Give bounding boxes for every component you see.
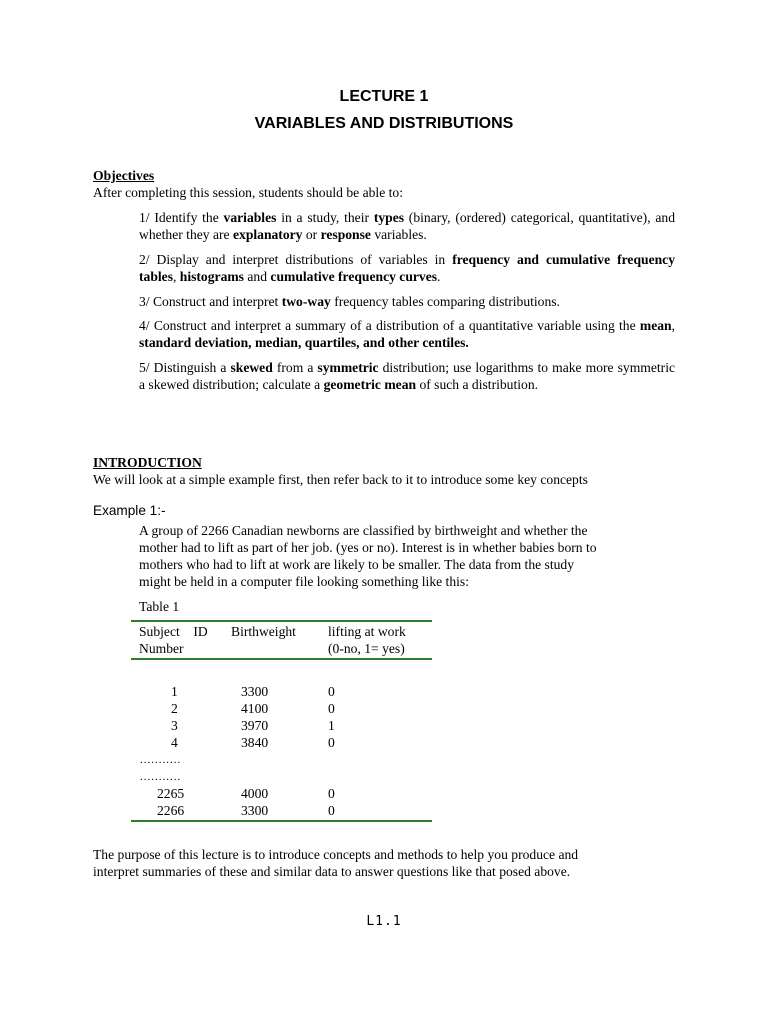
table-header-rule <box>131 658 432 660</box>
table-ellipsis: ........... <box>140 771 182 783</box>
table-label: Table 1 <box>139 599 180 614</box>
example-line-1: A group of 2266 Canadian newborns are classified by birthweight and whether the <box>139 523 588 538</box>
document-page: LECTURE 1 VARIABLES AND DISTRIBUTIONS Objectives After completing this session, students should be able to: 1/ Identify the variables in a study, their types (binary, (ordered) categorical, quantitative), and whether they are explanatory or response variables. 2/ Display and interpret distributions of variables in frequency and cumulative frequency tables, histograms and cumulative frequency curves. 3/ Construct and interpret two-way frequency tables comparing distributions. 4/ Construct and interpret a summary of a distribution of a quantitative variable using the mean, standard deviation, median, quartiles, and other centiles. 5/ Distinguish a skewed from a symmetric distribution; use logarithms to make more symmetric a skewed distribution; calculate a geometric mean of such a distribution. INTRODUCTION We will look at a simple example first, then refer back to it to introduce some key concepts Example 1:- A group of 2266 Canadian newborns are classified by birthweight and whether the mother had to lift as part of her job. (yes or no). Interest is in whether babies born to mothers who had to lift at work are likely to be smaller. The data from the study might be held in a computer file looking something like this: Table 1 Subject ID Number Birthweight lifting at work (0-no, 1= yes) 1 3300 0 2 4100 0 3 3970 1 4 3840 0 ........... ........... 2265 4000 0 2266 3300 0 The purpose of this lecture is to introduce concepts and methods to help you produce and interpret summaries of these and similar data to answer questions like that posed above. L1.1 <box>0 0 768 1024</box>
table-top-rule <box>131 620 432 622</box>
introduction-heading: INTRODUCTION <box>93 455 202 470</box>
closing-line-2: interpret summaries of these and similar data to answer questions like that posed above. <box>93 864 571 879</box>
example-line-4: might be held in a computer file looking something like this: <box>139 574 469 589</box>
objectives-intro: After completing this session, students should be able to: <box>93 185 403 200</box>
closing-line-1: The purpose of this lecture is to introduce concepts and methods to help you produce and <box>93 847 579 862</box>
introduction-text: We will look at a simple example first, then refer back to it to introduce some key concepts <box>93 472 588 487</box>
example-label: Example 1:- <box>93 503 166 518</box>
table-ellipsis: ........... <box>140 754 182 766</box>
objective-item-5: 5/ Distinguish a skewed from a symmetric distribution; use logarithms to make more symmetric a skewed distribution; calculate a geometric mean of such a distribution. <box>139 360 676 392</box>
lecture-number: LECTURE 1 <box>339 88 429 105</box>
objective-item-2: 2/ Display and interpret distributions of variables in frequency and cumulative frequency tables, histograms and cumulative frequency curves. <box>139 252 675 284</box>
table-header-lifting-code: (0-no, 1= yes) <box>328 641 405 656</box>
objective-item-4: 4/ Construct and interpret a summary of a distribution of a quantitative variable using the mean, standard deviation, median, quartiles, and other centiles. <box>139 318 675 350</box>
table-header-birthweight: Birthweight <box>231 624 296 639</box>
objective-item-1: 1/ Identify the variables in a study, their types (binary, (ordered) categorical, quantitative), and whether they are explanatory or response variables. <box>139 210 675 242</box>
table-header-number: Number <box>139 641 184 656</box>
objective-item-3: 3/ Construct and interpret two-way frequency tables comparing distributions. <box>139 294 560 309</box>
table-header-subject-id: Subject ID <box>139 624 208 639</box>
example-line-2: mother had to lift as part of her job. (yes or no). Interest is in whether babies born to <box>139 540 597 555</box>
example-line-3: mothers who had to lift at work are likely to be smaller. The data from the study <box>139 557 575 572</box>
table-header-lifting: lifting at work <box>328 624 406 639</box>
objectives-heading: Objectives <box>93 168 155 183</box>
table-bottom-rule <box>131 820 432 822</box>
lecture-title: VARIABLES AND DISTRIBUTIONS <box>254 115 514 132</box>
page-number: L1.1 <box>366 914 402 929</box>
